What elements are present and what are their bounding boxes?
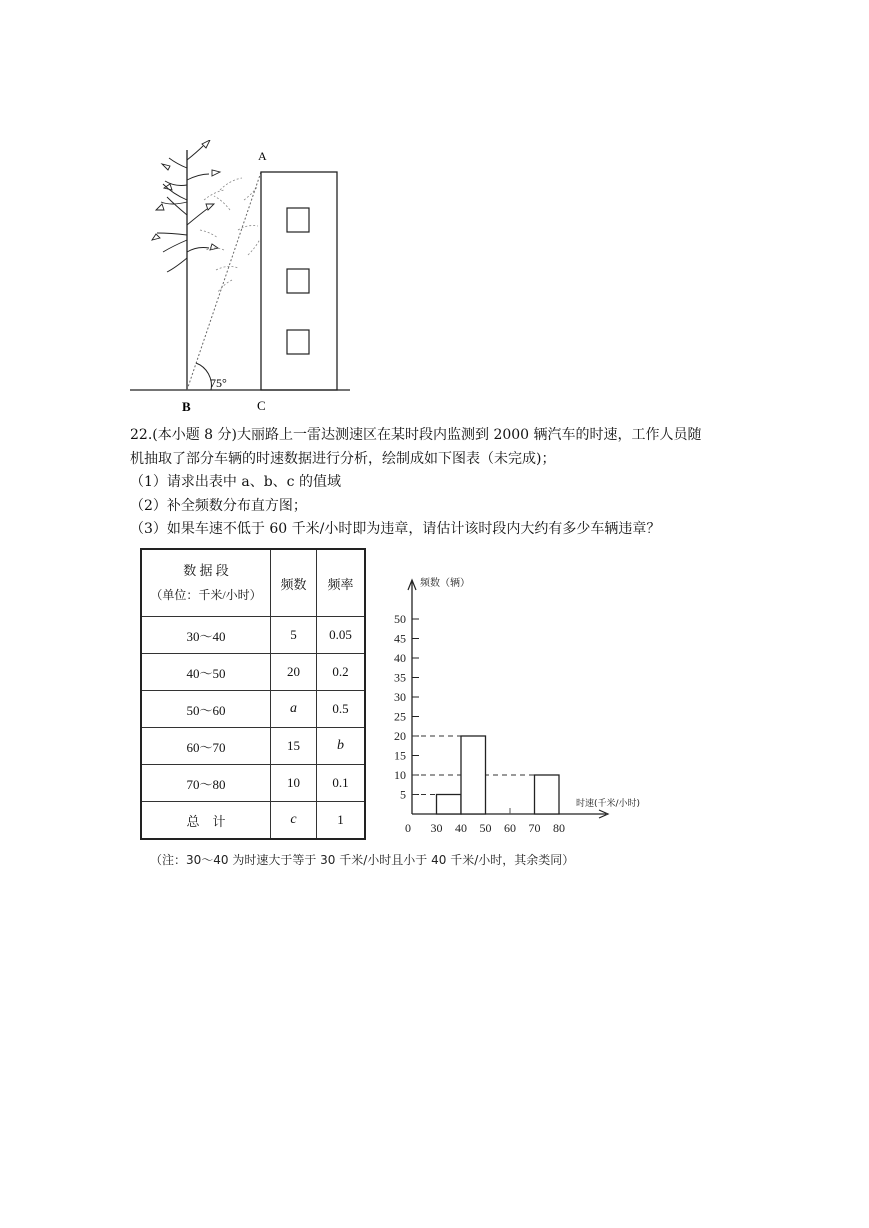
cell-rate: 0.05 <box>317 617 366 654</box>
geometry-figure <box>120 140 360 425</box>
cell-rate: 0.2 <box>317 654 366 691</box>
cell-freq: 20 <box>271 654 317 691</box>
cell-segment: 50～60 <box>141 691 271 728</box>
table-note: （注：30～40 为时速大于等于 30 千米/小时且小于 40 千米/小时，其余类同） <box>150 853 575 867</box>
cell-segment: 70～80 <box>141 765 271 802</box>
question-line-1: 22.(本小题 8 分)大丽路上一雷达测速区在某时段内监测到 2000 辆汽车的时速，工作人员随 <box>130 427 702 443</box>
cell-segment: 60～70 <box>141 728 271 765</box>
header-segment-title: 数 据 段 <box>183 563 229 578</box>
x-tick-label: 40 <box>455 821 467 835</box>
header-rate: 频率 <box>317 549 366 617</box>
y-axis-label: 频数（辆） <box>420 578 470 589</box>
origin-label: 0 <box>405 821 411 835</box>
bamboo-leaves <box>152 140 220 272</box>
x-tick-label: 50 <box>479 821 492 835</box>
table-row <box>141 617 365 654</box>
label-c: C <box>257 398 266 413</box>
cell-rate: 0.1 <box>317 765 366 802</box>
cell-segment: 40～50 <box>141 654 271 691</box>
table-row-total <box>141 802 365 840</box>
cell-rate: b <box>317 728 366 765</box>
question-line-2: 机抽取了部分车辆的时速数据进行分析，绘制成如下图表（未完成)； <box>130 451 556 467</box>
table-row <box>141 654 365 691</box>
y-tick-label: 35 <box>394 670 406 685</box>
y-tick-label: 15 <box>394 748 406 763</box>
header-segment-unit: （单位：千米/小时） <box>150 588 262 602</box>
building-window-3 <box>287 330 309 354</box>
histogram <box>380 572 640 837</box>
y-tick-label: 5 <box>400 787 406 802</box>
y-tick-label: 20 <box>394 729 406 743</box>
y-tick-label: 25 <box>394 709 406 724</box>
question-part-3: （3）如果车速不低于 60 千米/小时即为违章，请估计该时段内大约有多少车辆违章？ <box>130 521 661 537</box>
broken-bamboo-leaves <box>200 178 260 292</box>
broken-bamboo-line <box>187 172 261 390</box>
histogram-bar <box>437 795 462 815</box>
building <box>261 172 337 390</box>
y-tick-label: 40 <box>394 651 406 665</box>
table-header-row <box>141 549 365 617</box>
question-part-2: （2）补全频数分布直方图； <box>130 498 307 514</box>
cell-freq: 10 <box>271 765 317 802</box>
table-row <box>141 765 365 802</box>
cell-rate: 1 <box>317 802 366 840</box>
y-tick-label: 45 <box>394 631 406 646</box>
cell-segment: 30～40 <box>141 617 271 654</box>
building-window-2 <box>287 269 309 293</box>
histogram-bar <box>535 775 560 814</box>
label-a: A <box>258 149 267 163</box>
x-tick-label: 60 <box>504 821 516 835</box>
y-tick-label: 50 <box>394 612 406 626</box>
x-axis-label: 时速(千米/小时) <box>576 799 640 809</box>
y-tick-label: 10 <box>394 768 406 782</box>
cell-freq: c <box>271 802 317 840</box>
histogram-bar <box>461 736 486 814</box>
cell-freq: 5 <box>271 617 317 654</box>
label-b: B <box>182 399 191 414</box>
angle-label: 75° <box>210 376 227 390</box>
frequency-table <box>140 548 366 840</box>
header-freq: 频数 <box>271 549 317 617</box>
building-window-1 <box>287 208 309 232</box>
cell-freq: a <box>271 691 317 728</box>
y-tick-label: 30 <box>394 690 406 704</box>
question-part-1: （1）请求出表中 a、b、c 的值域 <box>130 474 341 490</box>
x-tick-label: 80 <box>553 821 565 835</box>
cell-freq: 15 <box>271 728 317 765</box>
header-segment <box>141 549 271 617</box>
x-tick-label: 70 <box>528 821 541 835</box>
x-tick-label: 30 <box>430 821 443 835</box>
table-row <box>141 691 365 728</box>
cell-rate: 0.5 <box>317 691 366 728</box>
cell-segment: 总 计 <box>141 802 271 840</box>
frequency-table-wrap <box>140 548 366 840</box>
table-row <box>141 728 365 765</box>
